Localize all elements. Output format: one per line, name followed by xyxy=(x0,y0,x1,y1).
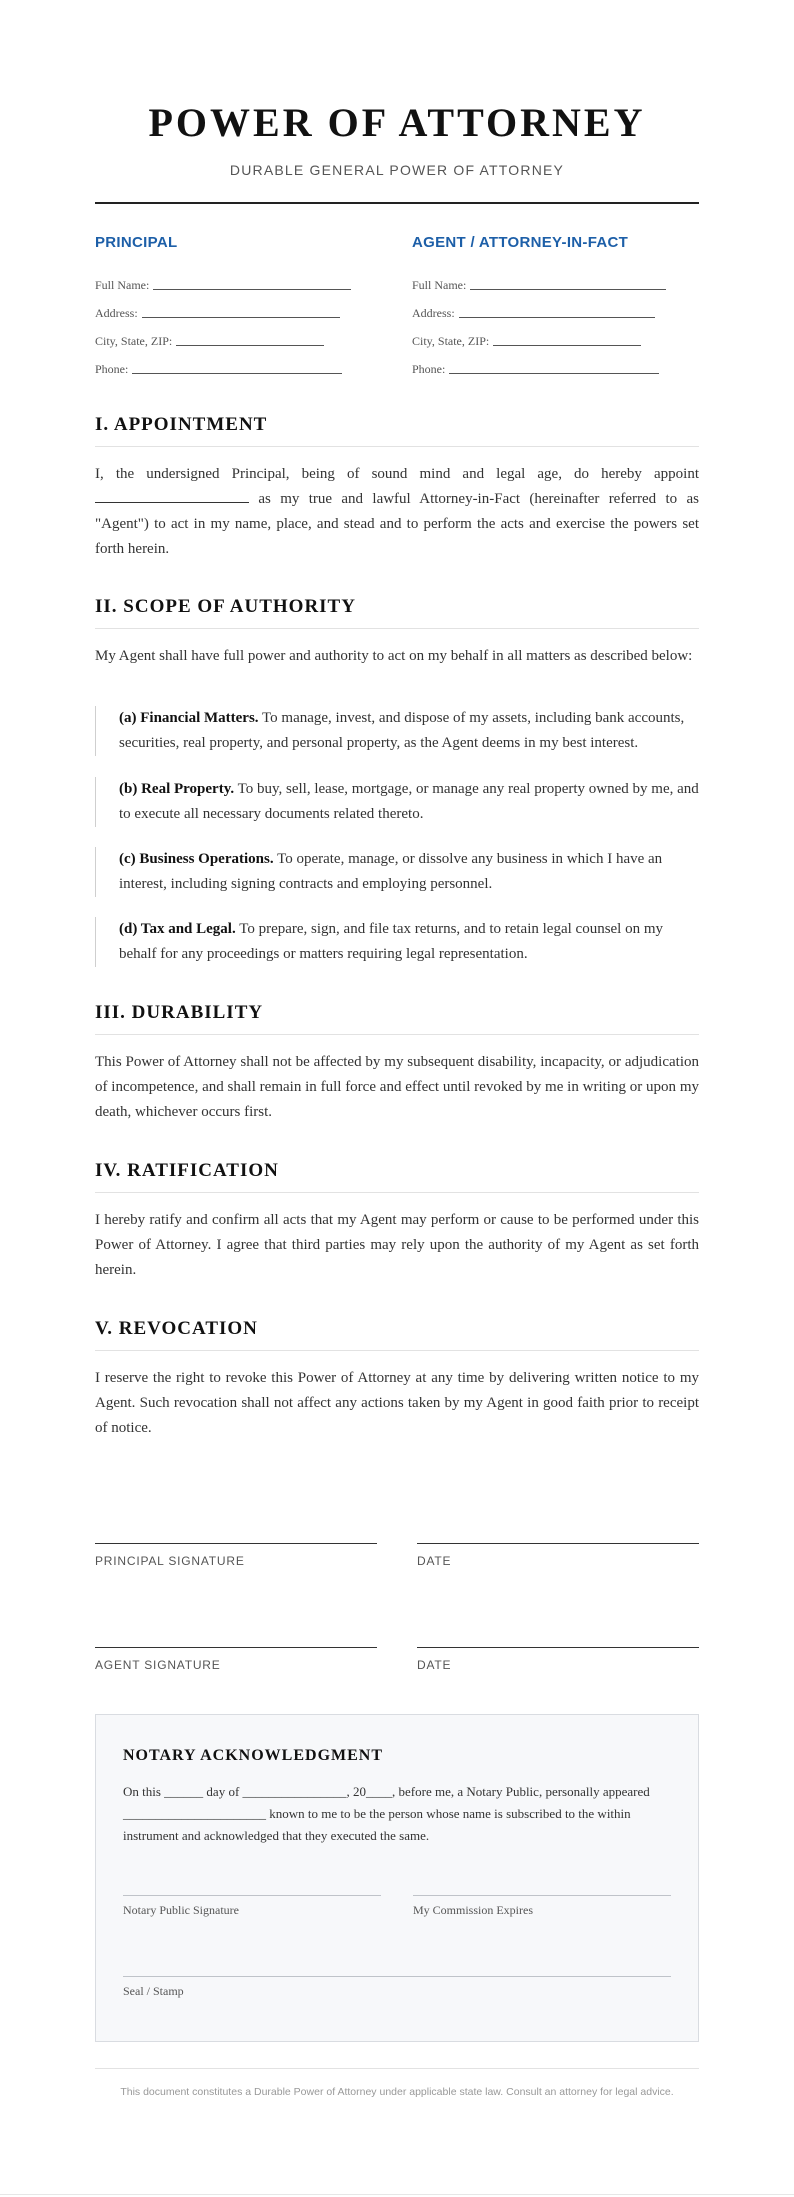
item-text: To buy, sell, lease, mortgage, or manage any real property owned by me, and to execute all necessary documents related thereto. xyxy=(119,781,699,822)
field-label: City, State, ZIP: xyxy=(95,334,173,348)
item-text: To manage, invest, and dispose of my assets, including bank accounts, securities, real property, and personal property, as the Agent deems in my best interest. xyxy=(119,710,685,751)
item-text: To prepare, sign, and file tax returns, and to retain legal counsel on my behalf for any proceedings or matters requiring legal representation. xyxy=(119,921,664,962)
principal-date-line[interactable] xyxy=(417,1543,699,1544)
principal-block xyxy=(95,234,385,377)
section-heading-scope: II. SCOPE OF AUTHORITY xyxy=(95,596,699,629)
appointment-text-before: I, the undersigned Principal, being of sound mind and legal age, do hereby appoint xyxy=(95,466,699,482)
footer-divider xyxy=(95,2068,699,2069)
seal-stamp-label: Seal / Stamp xyxy=(123,1984,184,1998)
scope-intro: My Agent shall have full power and authority to act on my behalf in all matters as described below: xyxy=(95,648,693,664)
agent-date-line[interactable] xyxy=(417,1647,699,1648)
section-heading-revocation: V. REVOCATION xyxy=(95,1318,699,1351)
blank-line xyxy=(132,372,342,374)
notary-signature-line[interactable] xyxy=(123,1895,381,1896)
notary-text: On this ______ day of ________________, 20____, before me, a Notary Public, personally appeared ______________________ known to me to be the person whose name is subscribed to the within instrument and acknowledged that they executed the same. xyxy=(123,1784,650,1843)
section-heading-appointment: I. APPOINTMENT xyxy=(95,414,699,447)
notary-title: NOTARY ACKNOWLEDGMENT xyxy=(123,1747,384,1764)
principal-heading: PRINCIPAL xyxy=(95,234,178,251)
principal-address-field[interactable] xyxy=(95,293,385,321)
item-label: (c) Business Operations. xyxy=(119,851,274,867)
field-label: Full Name: xyxy=(412,278,467,292)
section-heading-ratification: IV. RATIFICATION xyxy=(95,1160,699,1193)
blank-line xyxy=(449,372,659,374)
durability-paragraph: This Power of Attorney shall not be affected by my subsequent disability, incapacity, or adjudication of incompetence, and shall remain in full force and effect until revoked by me in writing or upon my death, whichever occurs first. xyxy=(95,1054,699,1120)
document-title: POWER OF ATTORNEY xyxy=(148,100,646,145)
principal-city-field[interactable] xyxy=(95,321,385,349)
commission-expires-line[interactable] xyxy=(413,1895,671,1896)
principal-phone-field[interactable] xyxy=(95,349,385,377)
appointment-paragraph xyxy=(95,462,699,562)
field-label: City, State, ZIP: xyxy=(412,334,490,348)
blank-line xyxy=(142,316,340,318)
field-label: Address: xyxy=(412,306,455,320)
principal-signature-label: PRINCIPAL SIGNATURE xyxy=(95,1554,245,1568)
page-bottom-edge xyxy=(0,2194,794,2195)
blank-line xyxy=(153,288,351,290)
scope-item-financial xyxy=(95,706,699,756)
field-label: Phone: xyxy=(412,362,446,376)
notary-box xyxy=(95,1714,699,2042)
item-label: (d) Tax and Legal. xyxy=(119,921,236,937)
scope-item-tax-legal xyxy=(95,917,699,967)
agent-block xyxy=(412,234,702,377)
notary-signature-label: Notary Public Signature xyxy=(123,1903,239,1917)
agent-address-field[interactable] xyxy=(412,293,702,321)
agent-signature-label: AGENT SIGNATURE xyxy=(95,1658,221,1672)
title-divider xyxy=(95,202,699,204)
agent-heading: AGENT / ATTORNEY-IN-FACT xyxy=(412,234,629,251)
document-subtitle: DURABLE GENERAL POWER OF ATTORNEY xyxy=(229,162,565,178)
scope-item-business xyxy=(95,847,699,897)
agent-full-name-field[interactable] xyxy=(412,265,702,293)
blank-line xyxy=(493,344,641,346)
item-label: (a) Financial Matters. xyxy=(119,710,259,726)
agent-city-field[interactable] xyxy=(412,321,702,349)
blank-line xyxy=(470,288,666,290)
footer-disclaimer: This document constitutes a Durable Power of Attorney under applicable state law. Consult an attorney for legal advice. xyxy=(120,2086,674,2098)
agent-date-label: DATE xyxy=(417,1658,452,1672)
revocation-paragraph: I reserve the right to revoke this Power of Attorney at any time by delivering written notice to my Agent. Such revocation shall not affect any actions taken by my Agent in good faith prior to receipt of notice. xyxy=(95,1370,699,1436)
seal-stamp-line[interactable] xyxy=(123,1976,671,1977)
principal-date-label: DATE xyxy=(417,1554,452,1568)
section-heading-durability: III. DURABILITY xyxy=(95,1002,699,1035)
appointment-text-after: as my true and lawful Attorney-in-Fact (hereinafter referred to as "Agent") to act in my name, place, and stead and to perform the acts and exercise the powers set forth herein. xyxy=(95,491,700,557)
field-label: Full Name: xyxy=(95,278,150,292)
ratification-paragraph: I hereby ratify and confirm all acts that my Agent may perform or cause to be performed under this Power of Attorney. I agree that third parties may rely upon the authority of my Agent as set forth herein. xyxy=(95,1212,699,1278)
principal-signature-line[interactable] xyxy=(95,1543,377,1544)
field-label: Address: xyxy=(95,306,138,320)
field-label: Phone: xyxy=(95,362,129,376)
item-text: To operate, manage, or dissolve any business in which I have an interest, including signing contracts and employing personnel. xyxy=(119,851,663,892)
principal-full-name-field[interactable] xyxy=(95,265,385,293)
item-label: (b) Real Property. xyxy=(119,781,235,797)
commission-expires-label: My Commission Expires xyxy=(413,1903,534,1917)
blank-line xyxy=(459,316,655,318)
scope-item-real-property xyxy=(95,777,699,827)
blank-line xyxy=(176,344,324,346)
agent-phone-field[interactable] xyxy=(412,349,702,377)
agent-signature-line[interactable] xyxy=(95,1647,377,1648)
agent-name-blank[interactable] xyxy=(95,487,249,503)
